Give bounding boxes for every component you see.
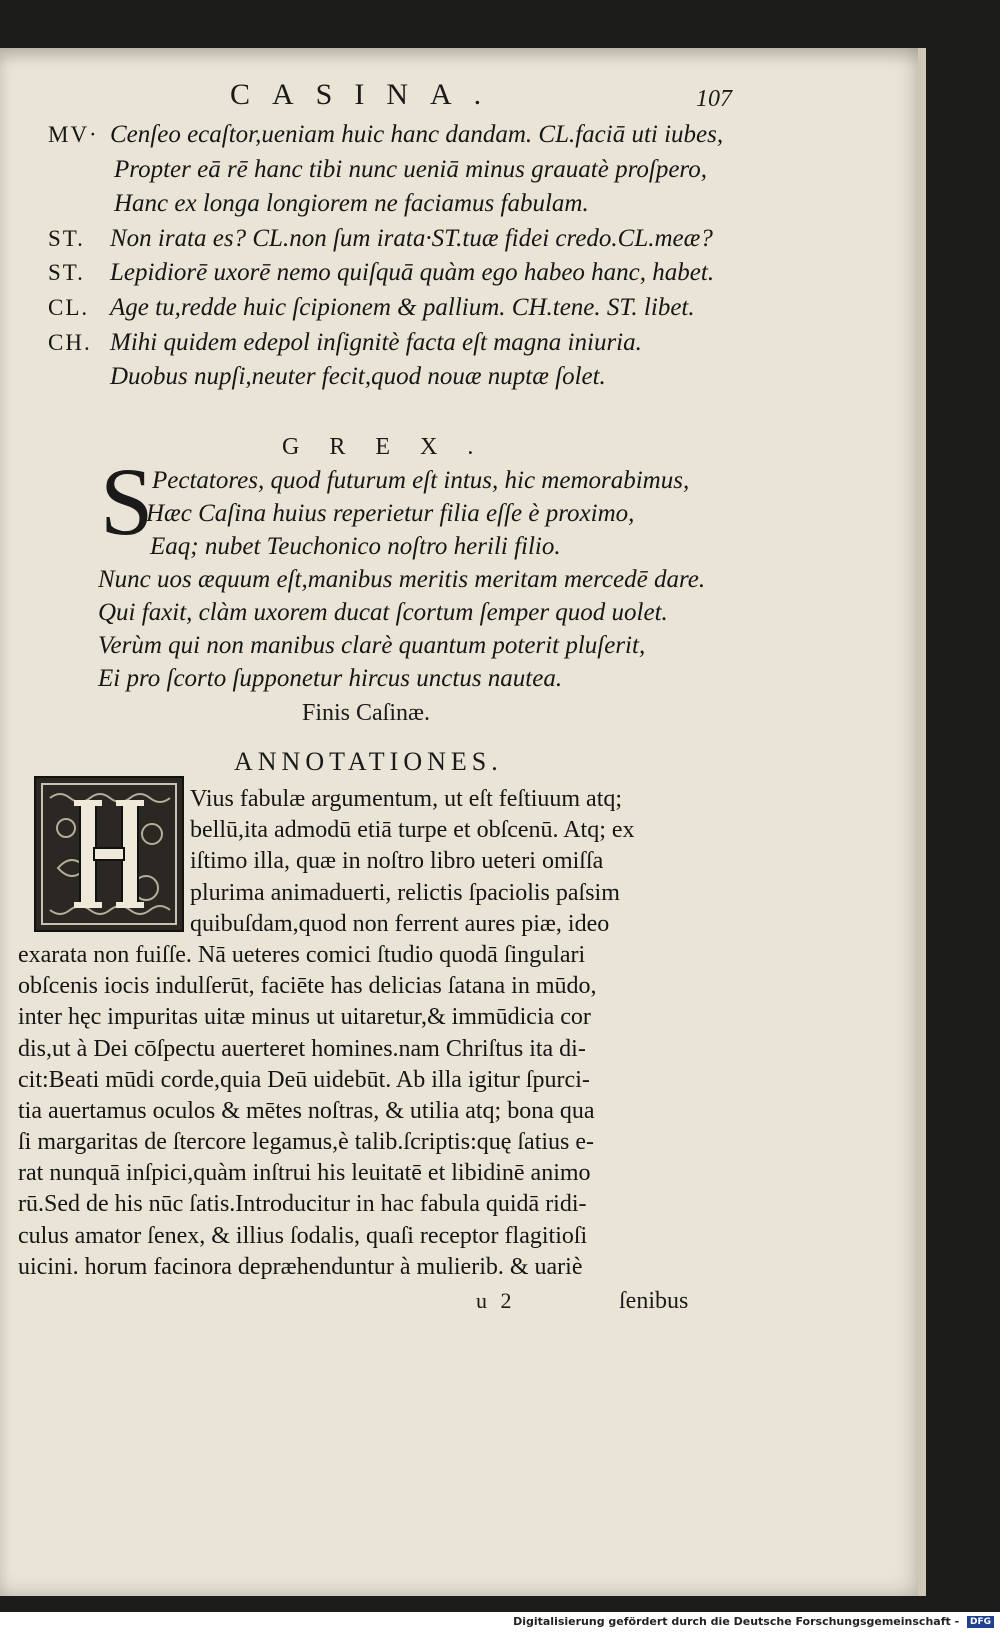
annotationes-title: ANNOTATIONES. [234,747,503,776]
annotationes-body [18,784,718,1283]
verse-line [48,222,748,257]
epilogue-line: Eaq; nubet Teuchonico noſtro herili filio. [150,533,561,560]
verse-line [48,256,748,291]
verse-text: Non irata es? CL.non ſum irata·ST.tuæ fidei credo.CL.meæ? [110,224,713,252]
verse-text: Mihi quidem edepol inſignitè facta eſt magna iniuria. [110,328,642,356]
verse-text: Duobus nupſi,neuter fecit,quod nouæ nuptæ ſolet. [110,363,606,391]
verse-line [48,187,748,222]
prose-line: iſtimo illa, quæ in noſtro libro ueteri omiſſa [190,848,604,875]
speaker-label: CL. [48,294,90,320]
prose-line: cit:Beati mūdi corde,quia Deū uidebūt. Ab illa igitur ſpurci- [18,1066,590,1093]
prose-line: uicini. horum facinora depræhenduntur à mulierib. & uariè [18,1253,583,1280]
prose-line: culus amator ſenex, & illius ſodalis, quaſi receptor flagitioſi [18,1222,588,1249]
prose-line: ſi margaritas de ſtercore legamus,è talib.ſcriptis:quę ſatius e- [18,1129,595,1156]
verse-line [48,118,748,153]
grex-heading: GREX. [282,434,504,460]
signature-mark: u 2 [476,1288,516,1313]
prose-line: exarata non fuiſſe. Nā ueteres comici ſtudio quodā ſingulari [18,941,586,968]
verse-text: Hanc ex longa longiorem ne faciamus fabulam. [114,190,589,218]
prose-line: bellū,ita admodū etiā turpe et obſcenū. Atq; ex [190,817,635,844]
speaker-label: MV· [48,122,99,147]
finis-line: Finis Caſinæ. [302,700,431,726]
prose-line: rū.Sed de his nūc ſatis.Introducitur in hac fabula quidā ridi- [18,1191,587,1218]
speaker-label: ST. [48,225,85,251]
running-title: CASINA. [230,78,504,111]
verse-text: Cenſeo ecaſtor,ueniam huic hanc dandam. CL.faciā uti iubes, [110,121,724,148]
catchword: ſenibus [619,1288,689,1314]
verse-line [48,360,748,395]
verse-line [48,326,748,361]
prose-line: obſcenis iocis indulſerūt, faciēte has delicias ſatana in mūdo, [18,973,597,1000]
page-number: 107 [696,86,732,112]
prose-line: rat nunquā inſpici,quàm inſtrui his leuitatē et libidinē animo [18,1160,591,1187]
digitization-credit [513,1615,994,1628]
epilogue-line: Verùm qui non manibus clarè quantum poterit pluſerit, [98,632,646,659]
epilogue-line: Nunc uos æquum eſt,manibus meritis meritam mercedē dare. [98,566,706,593]
epilogue-line: Hæc Caſina huius reperietur filia eſſe è proximo, [146,500,635,527]
epilogue-line: Pectatores, quod futurum eſt intus, hic memorabimus, [152,467,690,494]
speaker-label: ST. [48,260,85,286]
prose-line: quibuſdam,quod non ferrent aures piæ, ideo [190,910,610,937]
verse-line [48,291,748,326]
verse-line [48,153,748,188]
verse-block [48,118,748,395]
drop-initial-s: S [100,448,154,555]
prose-line: dis,ut à Dei cōſpectu auerteret homines.nam Chriſtus ita di- [18,1035,586,1062]
page-edge [918,48,926,1596]
credit-text: Digitalisierung gefördert durch die Deutsche Forschungsgemeinschaft - [513,1615,960,1628]
prose-line: Vius fabulæ argumentum, ut eſt feſtiuum atq; [190,786,623,812]
verse-text: Lepidiorē uxorē nemo quiſquā quàm ego habeo hanc, habet. [110,259,715,287]
prose-line: tia auertamus oculos & mētes noſtras, & utilia atq; bona qua [18,1097,595,1124]
prose-line: plurima animaduerti, relictis ſpaciolis paſsim [190,879,620,906]
verse-text: Propter eā rē hanc tibi nunc ueniā minus grauatè proſpero, [114,155,707,183]
verse-text: Age tu,redde huic ſcipionem & pallium. CH.tene. ST. libet. [110,293,695,321]
epilogue-line: Qui faxit, clàm uxorem ducat ſcortum ſemper quod uolet. [98,599,668,626]
epilogue-block [98,448,738,695]
epilogue-line: Ei pro ſcorto ſupponetur hircus unctus nautea. [98,665,563,692]
prose-line: inter hęc impuritas uitæ minus ut uitaretur,& immūdicia cor [18,1004,591,1031]
dfg-logo-icon: DFG [967,1616,994,1628]
speaker-label: CH. [48,329,92,355]
